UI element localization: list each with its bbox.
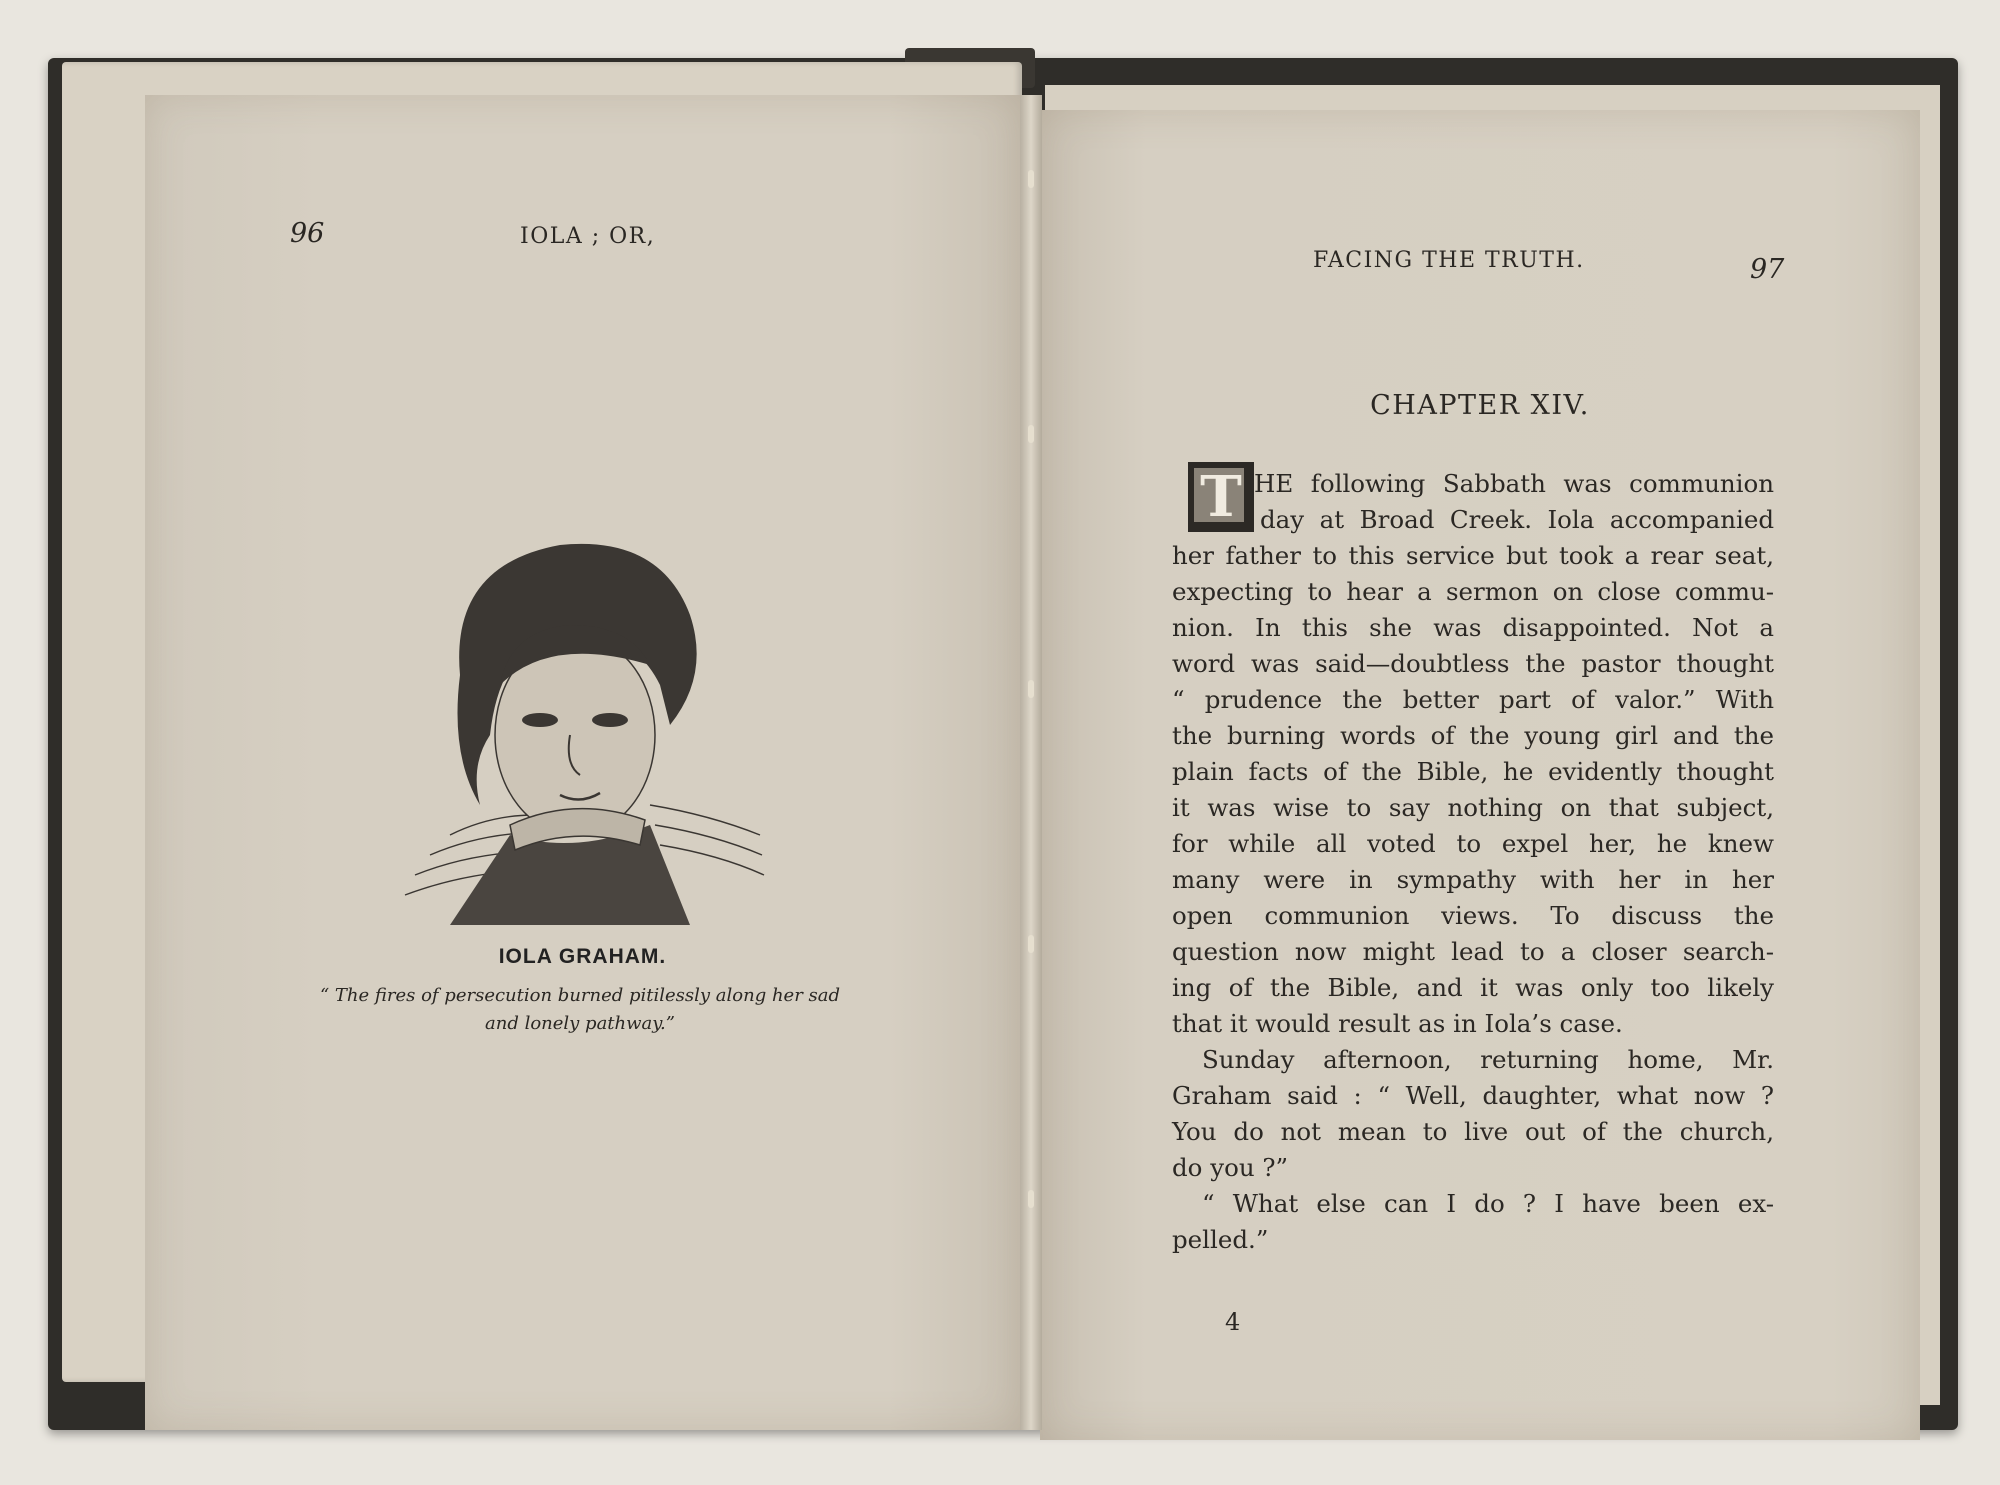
left-running-head: IOLA ; OR, bbox=[520, 224, 656, 249]
right-running-head: FACING THE TRUTH. bbox=[1313, 248, 1585, 273]
text-line: her father to this service but took a rear seat, bbox=[1172, 541, 1774, 570]
text-line: plain facts of the Bible, he evidently thought bbox=[1172, 757, 1774, 786]
binding-thread bbox=[1028, 680, 1034, 698]
chapter-title: CHAPTER XIV. bbox=[1370, 390, 1590, 421]
body-text bbox=[1172, 466, 1774, 1258]
text-line: word was said—doubtless the pastor thought bbox=[1172, 649, 1774, 678]
text-line: expecting to hear a sermon on close commu- bbox=[1172, 577, 1774, 606]
caption-quote-line: and lonely pathway.” bbox=[485, 1013, 675, 1034]
text-line: pelled.” bbox=[1172, 1225, 1269, 1254]
text-line: question now might lead to a closer search- bbox=[1172, 937, 1774, 966]
text-line: it was wise to say nothing on that subject, bbox=[1172, 793, 1774, 822]
book-gutter bbox=[1020, 95, 1042, 1430]
binding-thread bbox=[1028, 935, 1034, 953]
binding-thread bbox=[1028, 1190, 1034, 1208]
text-line: for while all voted to expel her, he knew bbox=[1172, 829, 1774, 858]
text-line: day at Broad Creek. Iola accompanied bbox=[1260, 505, 1774, 534]
signature-mark: 4 bbox=[1225, 1308, 1241, 1336]
text-line: nion. In this she was disappointed. Not a bbox=[1172, 613, 1774, 642]
portrait-illustration bbox=[390, 535, 770, 925]
caption-quote bbox=[280, 982, 880, 1038]
text-line: do you ?” bbox=[1172, 1153, 1289, 1182]
text-line: open communion views. To discuss the bbox=[1172, 901, 1774, 930]
text-line: “ prudence the better part of valor.” With bbox=[1172, 685, 1774, 714]
caption-title: IOLA GRAHAM. bbox=[498, 945, 667, 968]
text-line: “ What else can I do ? I have been ex- bbox=[1202, 1189, 1774, 1218]
text-line: Sunday afternoon, returning home, Mr. bbox=[1202, 1045, 1774, 1074]
text-line: many were in sympathy with her in her bbox=[1172, 865, 1774, 894]
text-line: the burning words of the young girl and the bbox=[1172, 721, 1774, 750]
drop-cap-letter: T bbox=[1200, 464, 1242, 530]
binding-thread bbox=[1028, 425, 1034, 443]
text-line: HE following Sabbath was communion bbox=[1254, 469, 1774, 498]
text-line: ing of the Bible, and it was only too likely bbox=[1172, 973, 1774, 1002]
text-line: Graham said : “ Well, daughter, what now ? bbox=[1172, 1081, 1774, 1110]
text-line: that it would result as in Iola’s case. bbox=[1172, 1009, 1623, 1038]
right-page-number: 97 bbox=[1750, 254, 1785, 285]
text-line: You do not mean to live out of the church, bbox=[1172, 1117, 1774, 1146]
binding-thread bbox=[1028, 170, 1034, 188]
caption-quote-line: “ The fires of persecution burned pitilessly along her sad bbox=[319, 985, 841, 1006]
left-page-number: 96 bbox=[290, 218, 325, 249]
